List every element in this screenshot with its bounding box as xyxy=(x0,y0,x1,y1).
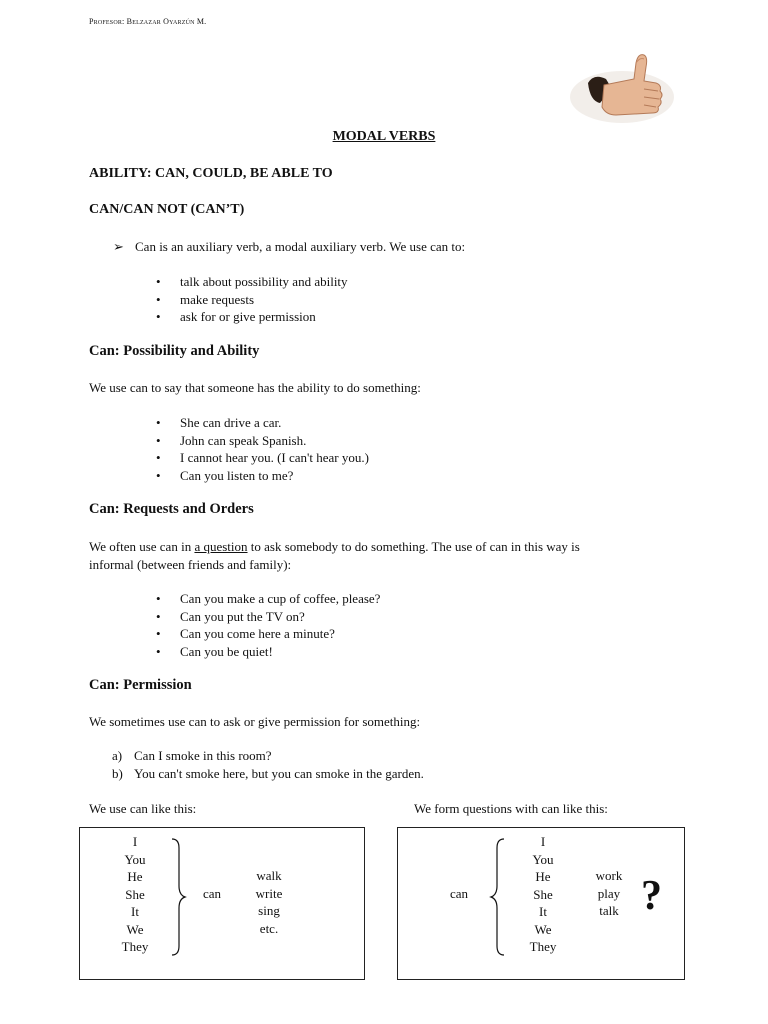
list-item: • Can you put the TV on? xyxy=(156,608,380,626)
statements-verbs: walk write sing etc. xyxy=(255,868,283,936)
heading-ability: ABILITY: CAN, COULD, BE ABLE TO xyxy=(89,166,333,181)
page-header: Profesor: Belzazar Oyarzún M. xyxy=(89,17,207,26)
possibility-examples xyxy=(156,414,369,484)
permission-text: We sometimes use can to ask or give permission for something: xyxy=(89,714,421,729)
heading-can: CAN/CAN NOT (CAN’T) xyxy=(89,202,245,217)
questions-pronouns: I You He She It We They xyxy=(529,834,557,954)
uses-list xyxy=(156,273,348,326)
requests-text: We often use can in a question to ask somebody to do something. The use of can in this way is informal (between friends and family): xyxy=(89,539,580,572)
statements-modal: can xyxy=(203,886,222,901)
questions-modal: can xyxy=(450,886,469,901)
list-item: • John can speak Spanish. xyxy=(156,432,369,450)
list-item: • I cannot hear you. (I can't hear you.) xyxy=(156,449,369,467)
link-a-question[interactable]: a question xyxy=(194,539,248,554)
list-item: • Can you listen to me? xyxy=(156,467,369,485)
thumbs-up-hand-icon xyxy=(560,45,680,130)
statements-pronouns: I You He She It We They xyxy=(121,834,149,954)
intro-item xyxy=(113,239,465,255)
left-brace-icon xyxy=(490,838,506,956)
list-item: • Can you be quiet! xyxy=(156,643,380,661)
list-item: • She can drive a car. xyxy=(156,414,369,432)
questions-verbs: work play talk xyxy=(595,868,623,918)
requests-examples xyxy=(156,590,380,660)
list-item: • Can you make a cup of coffee, please? xyxy=(156,590,380,608)
list-item: b) You can't smoke here, but you can smoke in the garden. xyxy=(112,765,424,781)
question-mark: ? xyxy=(641,873,662,919)
statements-caption: We use can like this: xyxy=(89,801,197,816)
list-item: • talk about possibility and ability xyxy=(156,273,348,291)
questions-caption: We form questions with can like this: xyxy=(414,801,608,816)
list-item: a) Can I smoke in this room? xyxy=(112,748,272,763)
heading-permission: Can: Permission xyxy=(89,677,192,693)
list-item: • ask for or give permission xyxy=(156,308,348,326)
intro-text: Can is an auxiliary verb, a modal auxiliary verb. We use can to: xyxy=(135,239,466,254)
heading-requests: Can: Requests and Orders xyxy=(89,501,254,517)
list-item: • make requests xyxy=(156,291,348,309)
arrow-bullet-icon: ➢ xyxy=(113,239,124,254)
page-title: MODAL VERBS xyxy=(332,129,436,144)
heading-possibility: Can: Possibility and Ability xyxy=(89,343,260,359)
list-item: • Can you come here a minute? xyxy=(156,625,380,643)
right-brace-icon xyxy=(170,838,186,956)
possibility-text: We use can to say that someone has the ability to do something: xyxy=(89,380,421,395)
permission-examples xyxy=(112,747,424,782)
